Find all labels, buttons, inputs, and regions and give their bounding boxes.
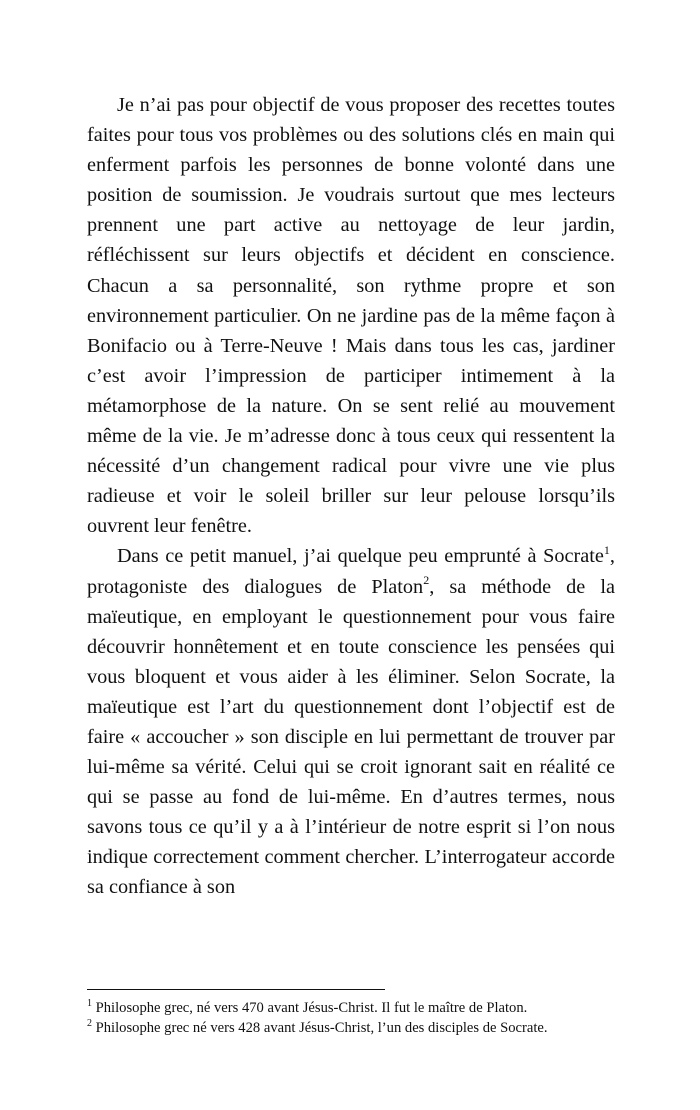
- footnote-1: [87, 998, 647, 1018]
- paragraph-2: [87, 541, 615, 902]
- footnote-2: [87, 1018, 647, 1038]
- footnote-ref-1[interactable]: 1: [603, 542, 610, 557]
- paragraph-2-part-3: , sa méthode de la maïeutique, en employant le questionnement pour vous faire découvrir honnêtement et en toute conscience les pensées qui vous bloquent et vous aider à les éliminer. Selon Socrate, la maïeutique est l’art du questionnement dont l’objectif est de faire « accoucher » son disciple en lui permettant de trouver par lui-même sa vérité. Celui qui se croit ignorant sait en réalité ce qui se passe au fond de lui-même. En d’autres termes, nous savons tous ce qu’il y a à l’intérieur de notre esprit si l’on nous indique correctement comment chercher. L’interrogateur accorde sa confiance à son: [87, 575, 615, 899]
- footnote-divider: [87, 989, 385, 990]
- footnote-2-number: 2: [87, 1018, 92, 1030]
- footnote-1-text: Philosophe grec, né vers 470 avant Jésus-Christ. Il fut le maître de Platon.: [92, 1000, 528, 1016]
- paragraph-2-part-2: , protagoniste des dialogues de Platon: [87, 545, 615, 598]
- page-body: [87, 90, 615, 903]
- footnote-1-number: 1: [87, 998, 92, 1010]
- paragraph-2-part-1: Dans ce petit manuel, j’ai quelque peu emprunté à Socrate: [117, 545, 604, 568]
- paragraph-1: Je n’ai pas pour objectif de vous proposer des recettes toutes faites pour tous vos problèmes ou des solutions clés en main qui enferment parfois les personnes de bonne volonté dans une position de soumission. Je voudrais surtout que mes lecteurs prennent une part active au nettoyage de leur jardin, réfléchissent sur leurs objectifs et décident en conscience. Chacun a sa personnalité, son rythme propre et son environnement particulier. On ne jardine pas de la même façon à Bonifacio ou à Terre-Neuve ! Mais dans tous les cas, jardiner c’est avoir l’impression de participer intimement à la métamorphose de la nature. On se sent relié au mouvement même de la vie. Je m’adresse donc à tous ceux qui ressentent la nécessité d’un changement radical pour vivre une vie plus radieuse et voir le soleil briller sur leur pelouse lorsqu’ils ouvrent leur fenêtre.: [87, 94, 615, 538]
- footnote-2-text: Philosophe grec né vers 428 avant Jésus-Christ, l’un des disciples de Socrate.: [92, 1020, 548, 1036]
- footnote-ref-2[interactable]: 2: [423, 572, 430, 587]
- footnotes: [87, 998, 647, 1038]
